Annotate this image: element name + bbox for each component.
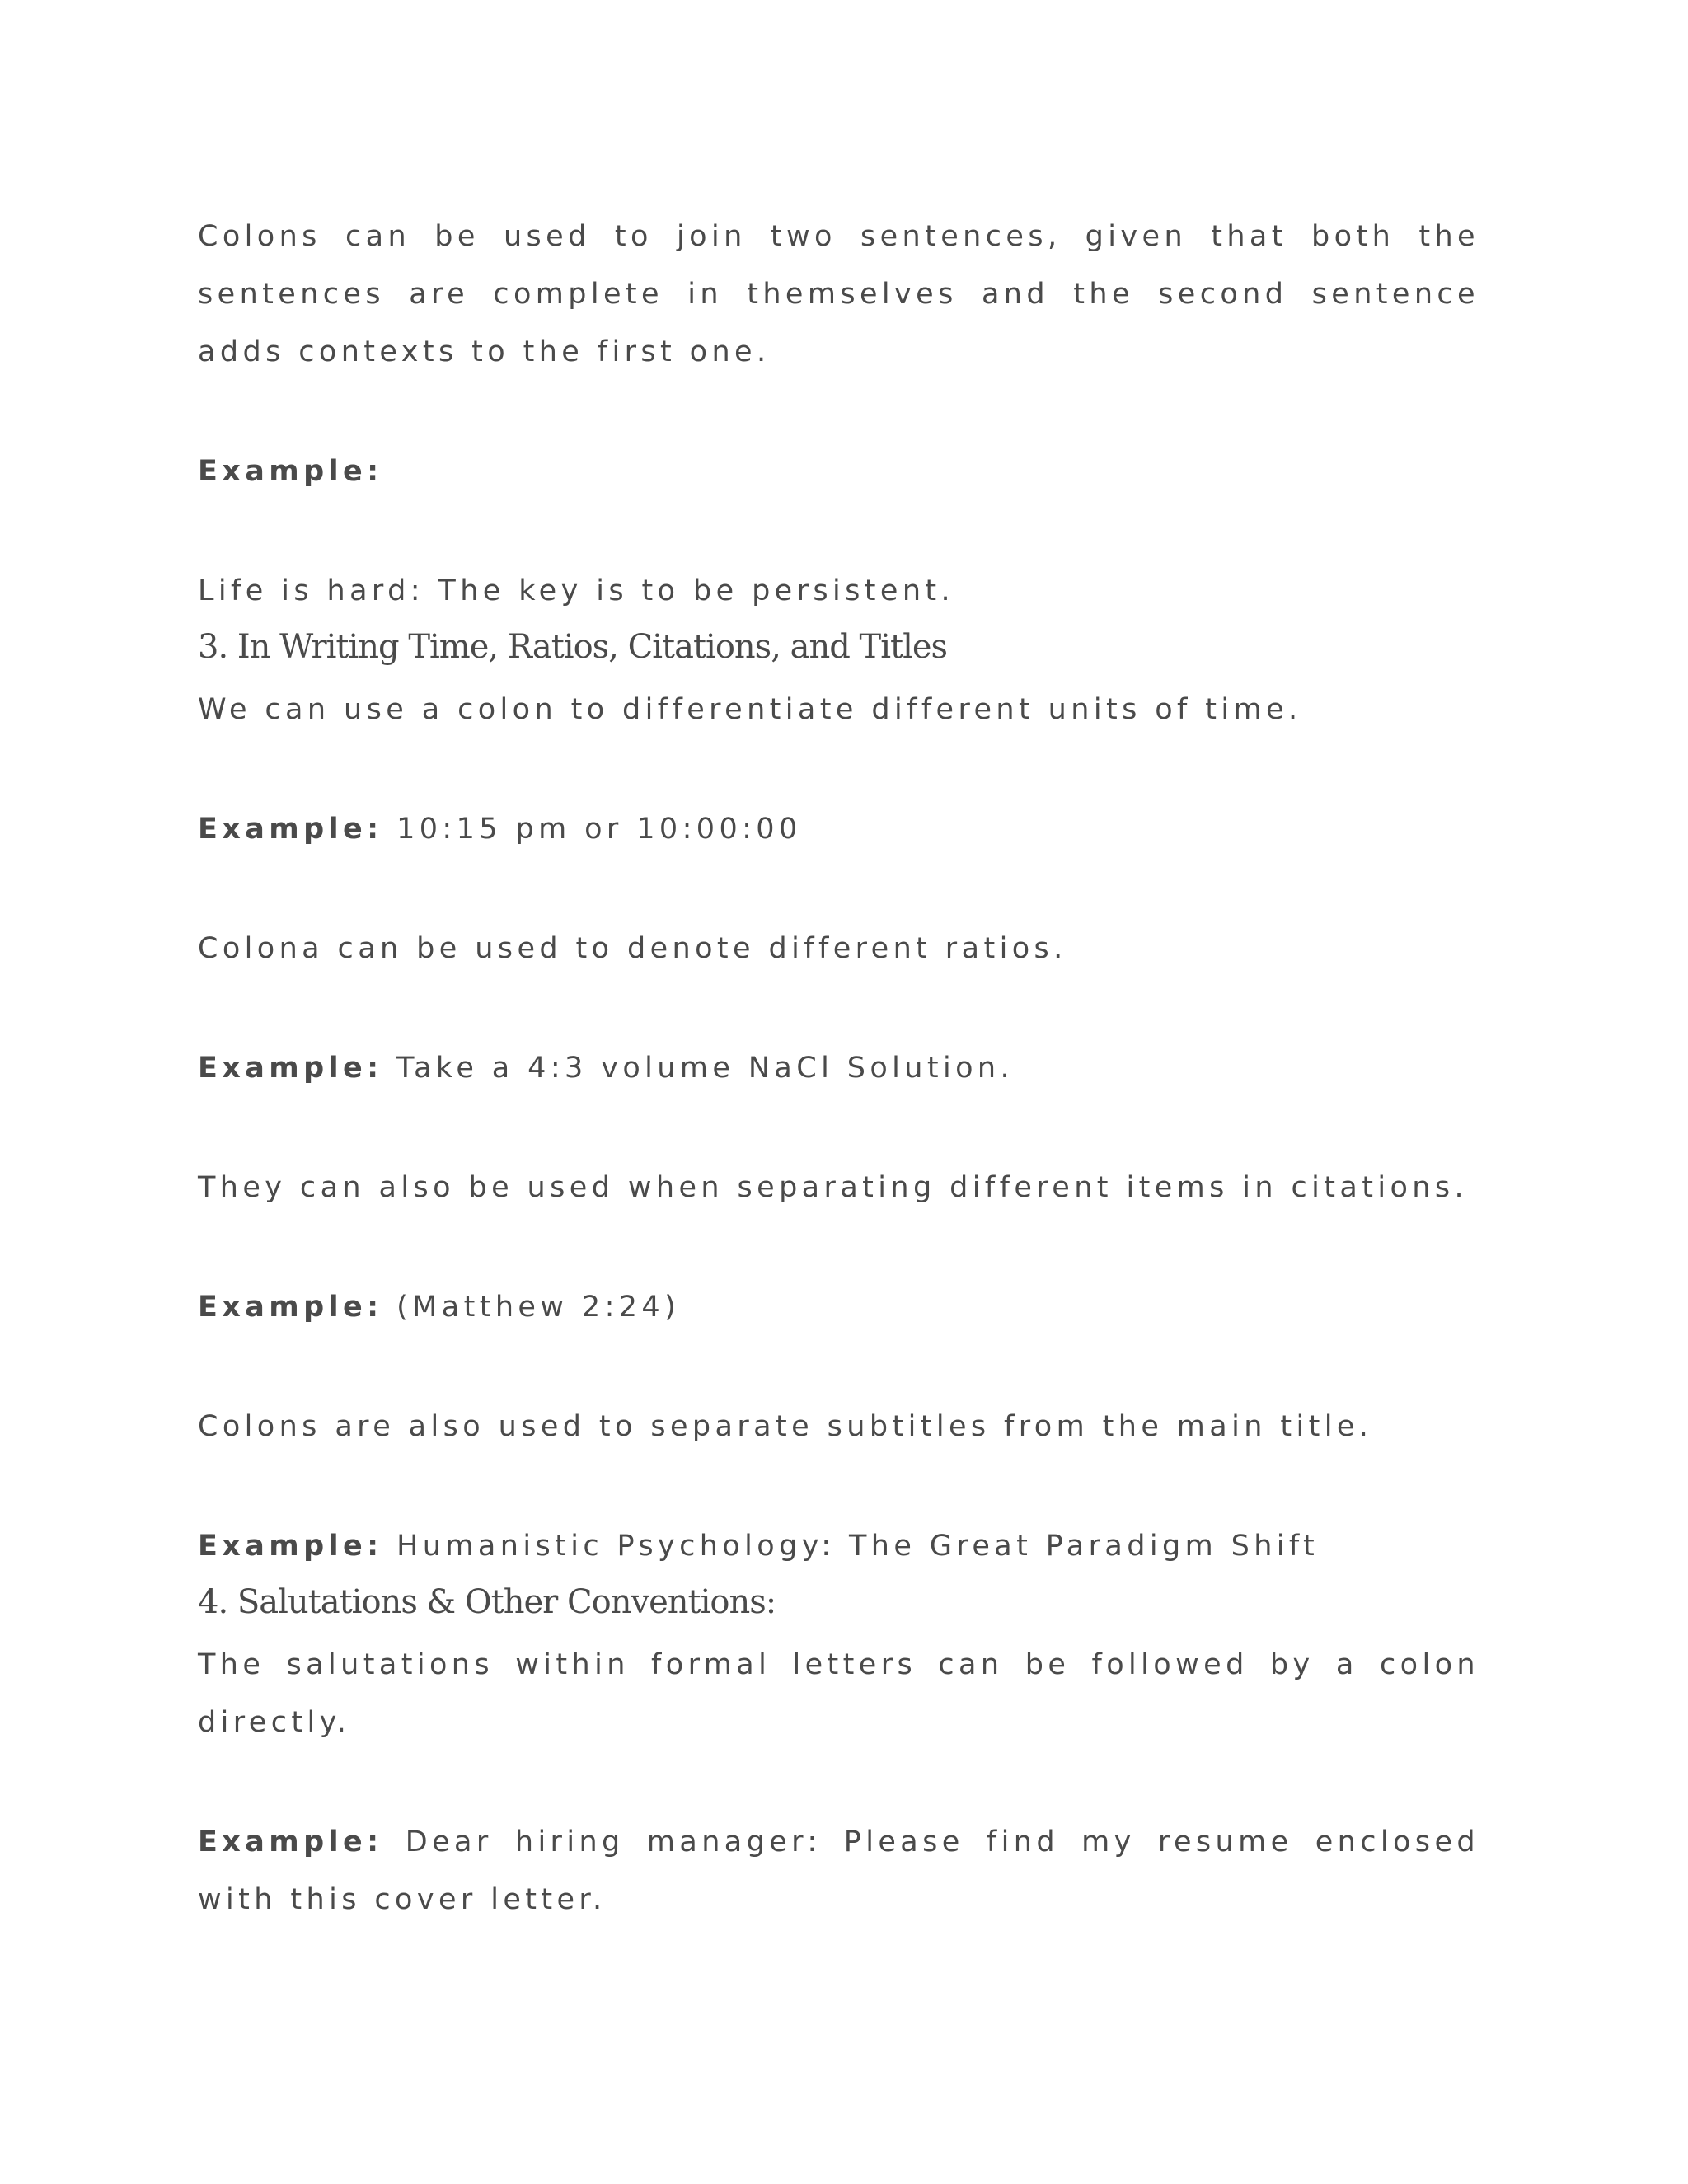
time-example bbox=[198, 800, 1479, 858]
example-label: Example: bbox=[198, 1291, 383, 1324]
citation-text: They can also be used when separating different items in citations. bbox=[198, 1171, 1469, 1204]
intro-example-text: Life is hard: The key is to be persistent. bbox=[198, 574, 955, 607]
example-label: Example: bbox=[198, 1052, 383, 1085]
document-page bbox=[198, 208, 1479, 1929]
time-text: We can use a colon to differentiate different units of time. bbox=[198, 693, 1302, 726]
example-label: Example: bbox=[198, 455, 383, 488]
example-value: (Matthew 2:24) bbox=[382, 1291, 681, 1324]
example-label: Example: bbox=[198, 813, 383, 846]
example-value: Take a 4:3 volume NaCl Solution. bbox=[382, 1052, 1015, 1085]
section-4-heading: 4. Salutations & Other Conventions: bbox=[198, 1583, 776, 1621]
intro-paragraph: Colons can be used to join two sentences, given that both the sentences are complete in themselves and the second sentence adds contexts to the first one. bbox=[198, 220, 1479, 368]
example-label: Example: bbox=[198, 1825, 383, 1858]
ratio-text: Colona can be used to denote different ratios. bbox=[198, 932, 1067, 965]
citation-example bbox=[198, 1278, 1479, 1336]
title-example bbox=[198, 1517, 1479, 1575]
example-value: Humanistic Psychology: The Great Paradigm Shift bbox=[382, 1530, 1320, 1563]
salutation-example bbox=[198, 1813, 1479, 1929]
ratio-example bbox=[198, 1039, 1479, 1097]
intro-example-label bbox=[198, 443, 1479, 500]
example-value: 10:15 pm or 10:00:00 bbox=[382, 813, 802, 846]
example-label: Example: bbox=[198, 1530, 383, 1563]
title-text: Colons are also used to separate subtitles from the main title. bbox=[198, 1410, 1373, 1443]
section-3-heading: 3. In Writing Time, Ratios, Citations, and Titles bbox=[198, 628, 948, 666]
example-value: Dear hiring manager: Please find my resume enclosed with this cover letter. bbox=[198, 1825, 1479, 1916]
salutation-text: The salutations within formal letters can be followed by a colon directly. bbox=[198, 1648, 1479, 1739]
